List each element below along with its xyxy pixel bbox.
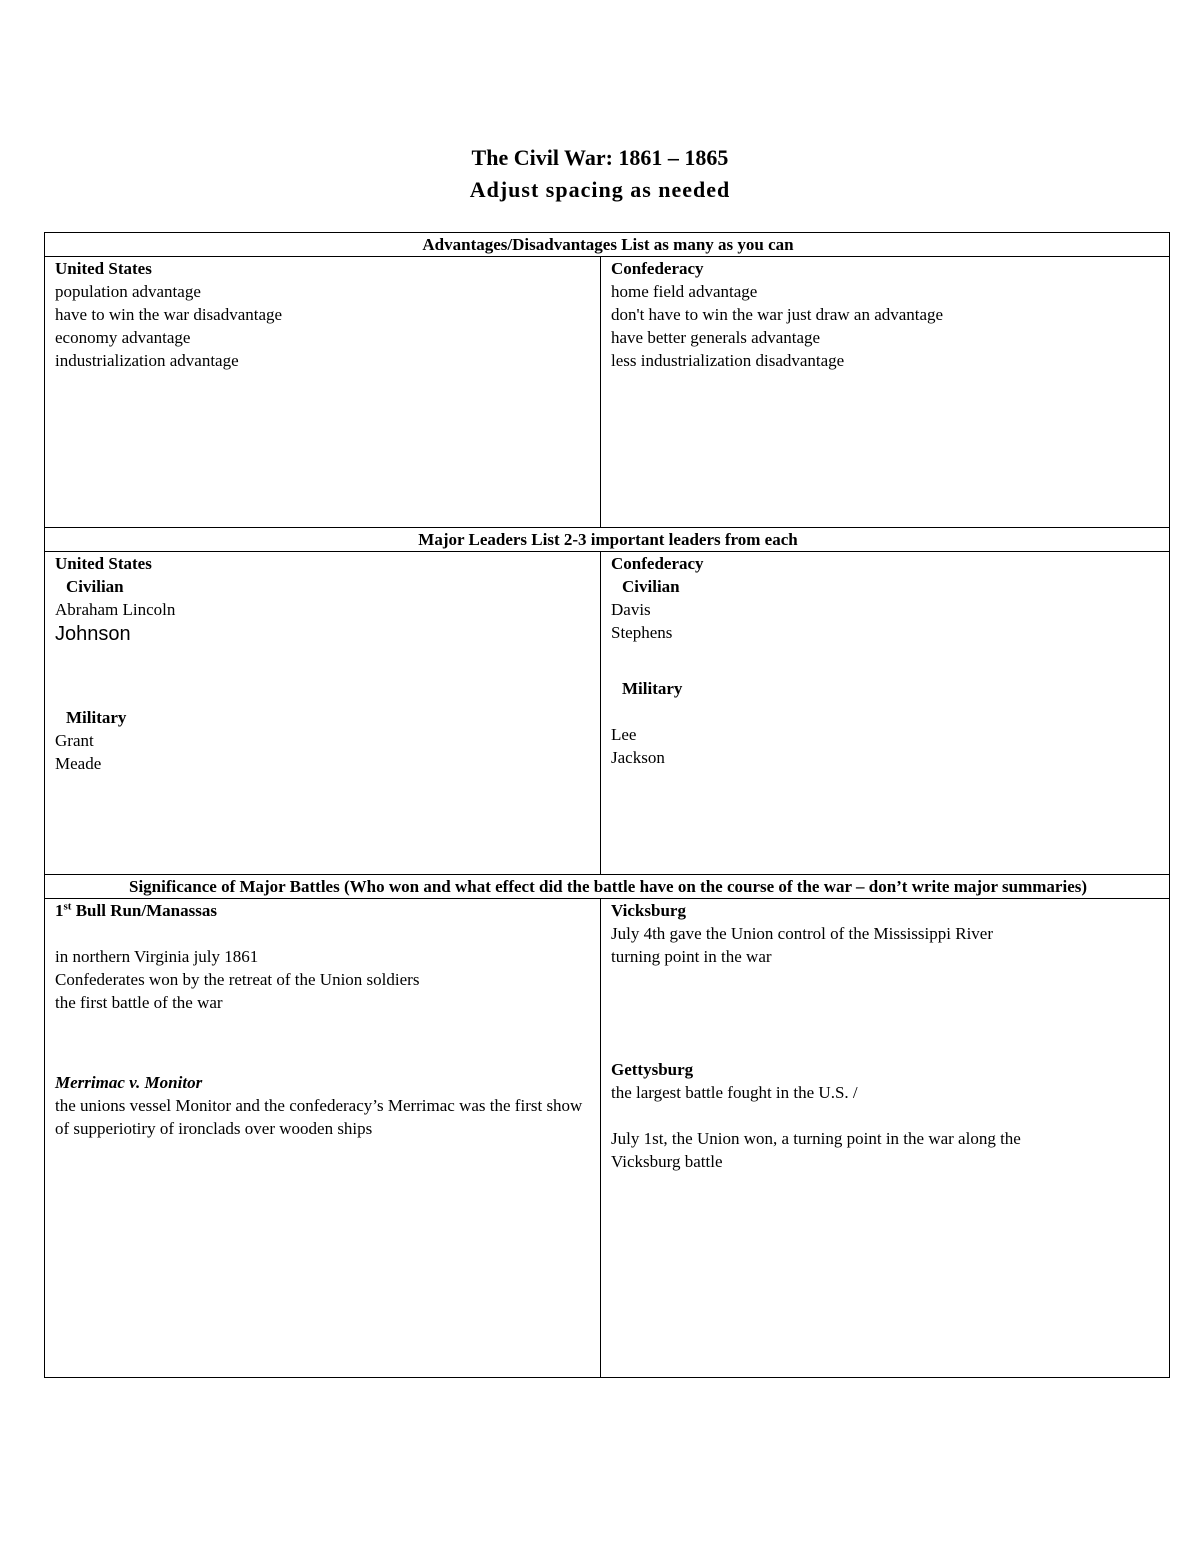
list-item: don't have to win the war just draw an advantage	[611, 305, 944, 324]
leaders-header: Major Leaders List 2-3 important leaders from each	[45, 528, 1170, 552]
us-heading: United States	[55, 554, 152, 573]
document-title-block	[0, 142, 1200, 206]
us-heading: United States	[55, 259, 152, 278]
list-item: Stephens	[611, 623, 673, 642]
bullrun-heading: 1st Bull Run/Manassas	[55, 900, 217, 920]
list-item: Abraham Lincoln	[55, 600, 176, 619]
list-item: Meade	[55, 754, 102, 773]
battles-right-cell[interactable]	[601, 899, 1170, 1378]
advantages-us-cell[interactable]	[45, 257, 601, 528]
list-item: Johnson	[55, 623, 131, 645]
merrimac-heading: Merrimac v. Monitor	[55, 1073, 203, 1092]
advantages-csa-cell[interactable]	[601, 257, 1170, 528]
list-item: economy advantage	[55, 328, 191, 347]
merrimac-text: the unions vessel Monitor and the confederacy’s Merrimac was the first show of supperiotiry of ironclads over wooden ships	[55, 1096, 583, 1138]
list-item: the largest battle fought in the U.S. /	[611, 1083, 858, 1102]
csa-heading: Confederacy	[611, 259, 704, 278]
page-title: The Civil War: 1861 – 1865	[471, 145, 729, 170]
list-item: Lee	[611, 725, 637, 744]
us-advantages-list	[55, 280, 592, 372]
csa-military-label: Military	[622, 679, 683, 698]
list-item: Confederates won by the retreat of the Union soldiers	[55, 970, 420, 989]
list-item: the first battle of the war	[55, 993, 223, 1012]
list-item: less industrialization disadvantage	[611, 351, 845, 370]
advantages-row	[45, 257, 1170, 528]
list-item: Davis	[611, 600, 651, 619]
battles-row	[45, 899, 1170, 1378]
leaders-row	[45, 552, 1170, 875]
list-item: have to win the war disadvantage	[55, 305, 283, 324]
gettysburg-text: July 1st, the Union won, a turning point in the war along the Vicksburg battle	[611, 1129, 1021, 1171]
list-item: July 4th gave the Union control of the Mississippi River	[611, 924, 993, 943]
list-item: in northern Virginia july 1861	[55, 947, 259, 966]
battles-header-row	[45, 875, 1170, 899]
battles-left-cell[interactable]	[45, 899, 601, 1378]
list-item: home field advantage	[611, 282, 758, 301]
list-item: industrialization advantage	[55, 351, 239, 370]
list-item: turning point in the war	[611, 947, 772, 966]
list-item: have better generals advantage	[611, 328, 821, 347]
csa-advantages-list	[611, 280, 1161, 372]
gettysburg-heading: Gettysburg	[611, 1060, 694, 1079]
advantages-header: Advantages/Disadvantages List as many as you can	[45, 233, 1170, 257]
list-item: Grant	[55, 731, 94, 750]
worksheet-table	[44, 232, 1170, 1378]
list-item: Jackson	[611, 748, 665, 767]
csa-heading: Confederacy	[611, 554, 704, 573]
us-civilian-label: Civilian	[66, 577, 124, 596]
leaders-header-row	[45, 528, 1170, 552]
us-military-label: Military	[66, 708, 127, 727]
leaders-us-cell[interactable]	[45, 552, 601, 875]
vicksburg-heading: Vicksburg	[611, 901, 686, 920]
leaders-csa-cell[interactable]	[601, 552, 1170, 875]
csa-civilian-label: Civilian	[622, 577, 680, 596]
battles-header: Significance of Major Battles (Who won and what effect did the battle have on the course of the war – don’t write major summaries)	[45, 875, 1170, 899]
advantages-header-row	[45, 233, 1170, 257]
page-subtitle: Adjust spacing as needed	[469, 177, 731, 202]
list-item: population advantage	[55, 282, 201, 301]
